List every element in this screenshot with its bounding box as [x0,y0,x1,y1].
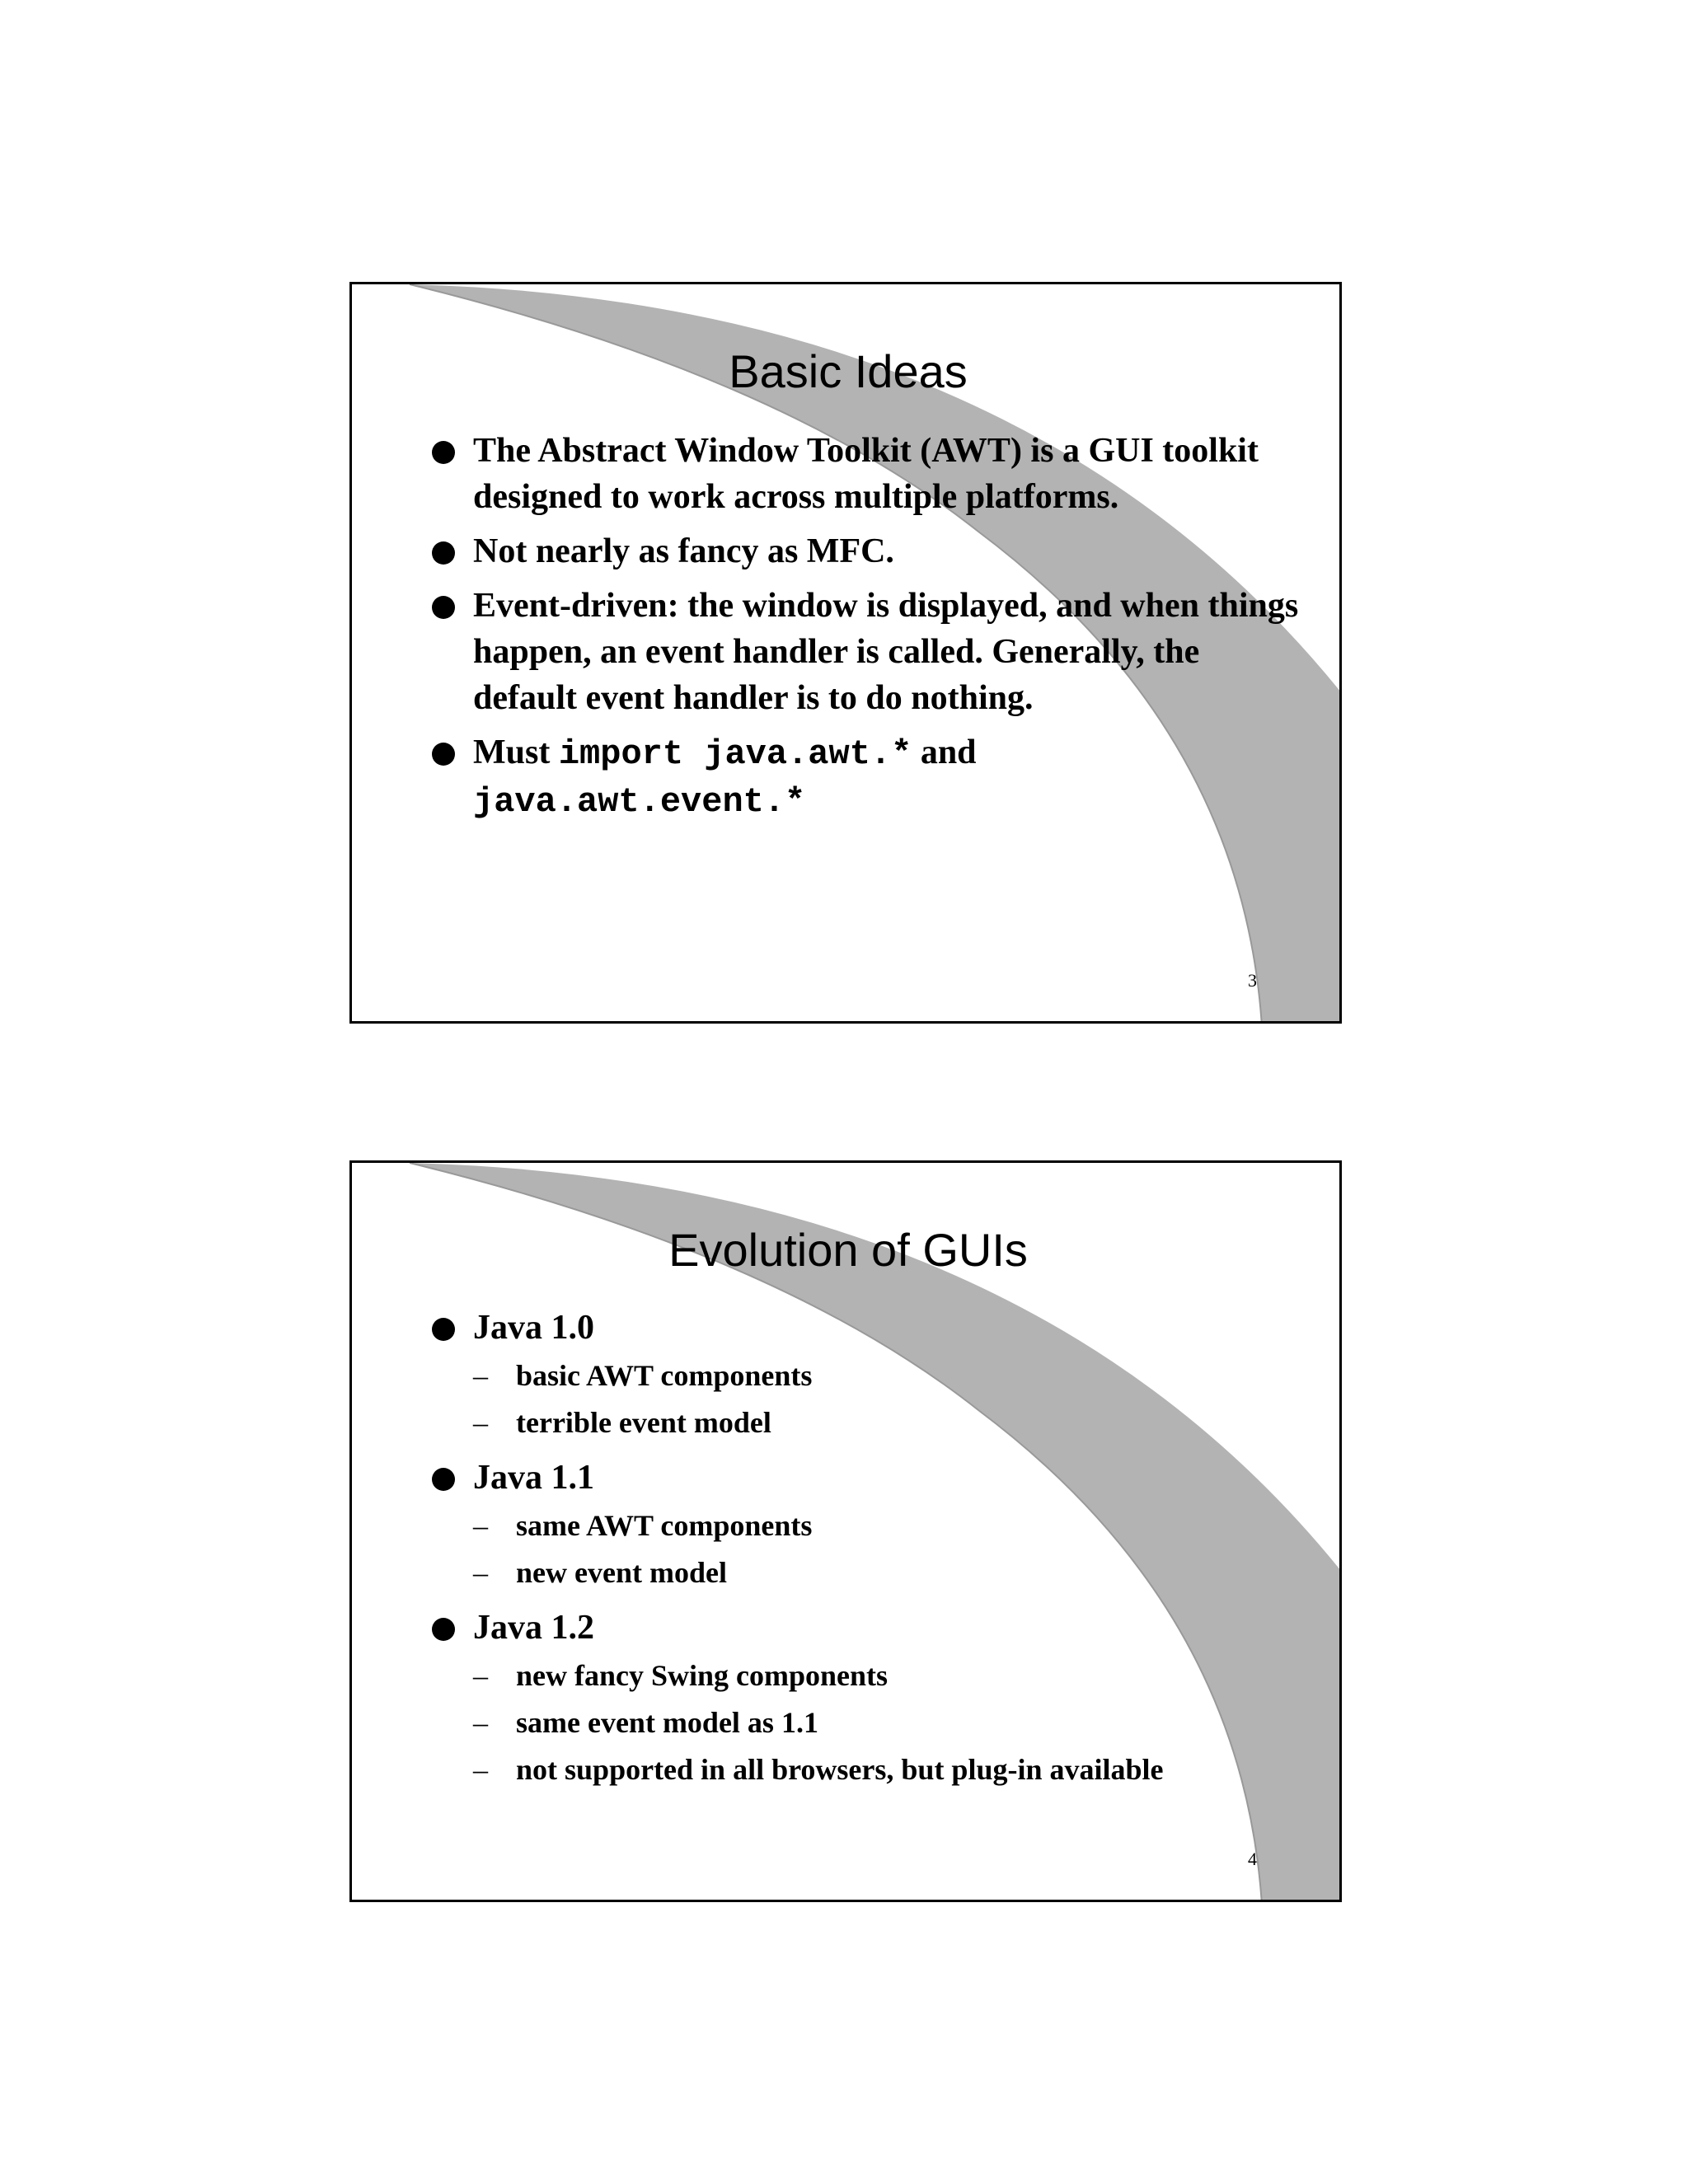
sub-item: – terrible event model [473,1399,1306,1446]
bullet-item [432,583,1306,721]
bullet-icon [432,596,455,619]
bullet-text-prefix: Must [473,733,551,771]
bullet-text: Java 1.1 [473,1459,594,1497]
sub-item: – same event model as 1.1 [473,1699,1306,1746]
page-number: 3 [1248,970,1257,991]
dash-icon: – [473,1509,488,1542]
slide-title: Basic Ideas [729,345,968,397]
code-import-awt: import java.awt.* [558,734,912,774]
bullet-item [432,528,1306,574]
bullet-icon [432,441,455,464]
bullet-icon [432,1318,455,1341]
bullet-list [432,1305,1306,1802]
sub-item: – same AWT components [473,1502,1306,1549]
dash-icon: – [473,1659,488,1692]
bullet-text: Not nearly as fancy as MFC. [473,532,894,570]
bullet-item [432,1305,1306,1446]
bullet-item [432,1455,1306,1596]
bullet-item [432,1605,1306,1793]
slide-evolution-of-guis [349,1160,1342,1902]
sub-list [473,1652,1306,1793]
slide-title: Evolution of GUIs [668,1224,1028,1276]
bullet-icon [432,1618,455,1641]
dash-icon: – [473,1359,488,1392]
bullet-item [432,428,1306,520]
sub-item: – not supported in all browsers, but plug-in available [473,1746,1306,1793]
bullet-text: The Abstract Window Toolkit (AWT) is a GUI toolkit designed to work across multiple platforms. [473,432,1259,516]
sub-list [473,1352,1306,1446]
bullet-icon [432,1468,455,1491]
code-import-awt-event: java.awt.event.* [473,782,806,822]
sub-list [473,1502,1306,1596]
bullet-text: Java 1.2 [473,1609,594,1647]
dash-icon: – [473,1753,488,1786]
sub-item: – basic AWT components [473,1352,1306,1399]
sub-item: – new fancy Swing components [473,1652,1306,1699]
bullet-text: Java 1.0 [473,1309,594,1347]
page-number: 4 [1248,1849,1257,1869]
dash-icon: – [473,1406,488,1439]
sub-item: – new event model [473,1549,1306,1596]
slide-basic-ideas [349,282,1342,1024]
dash-icon: – [473,1706,488,1739]
bullet-text-mid: and [920,733,977,771]
dash-icon: – [473,1556,488,1589]
bullet-item [432,729,1306,825]
bullet-list [432,428,1306,833]
bullet-icon [432,541,455,565]
bullet-icon [432,743,455,766]
bullet-text: Event-driven: the window is displayed, and when things happen, an event handler is called. Generally, the default event handler is to do nothing. [473,587,1299,717]
